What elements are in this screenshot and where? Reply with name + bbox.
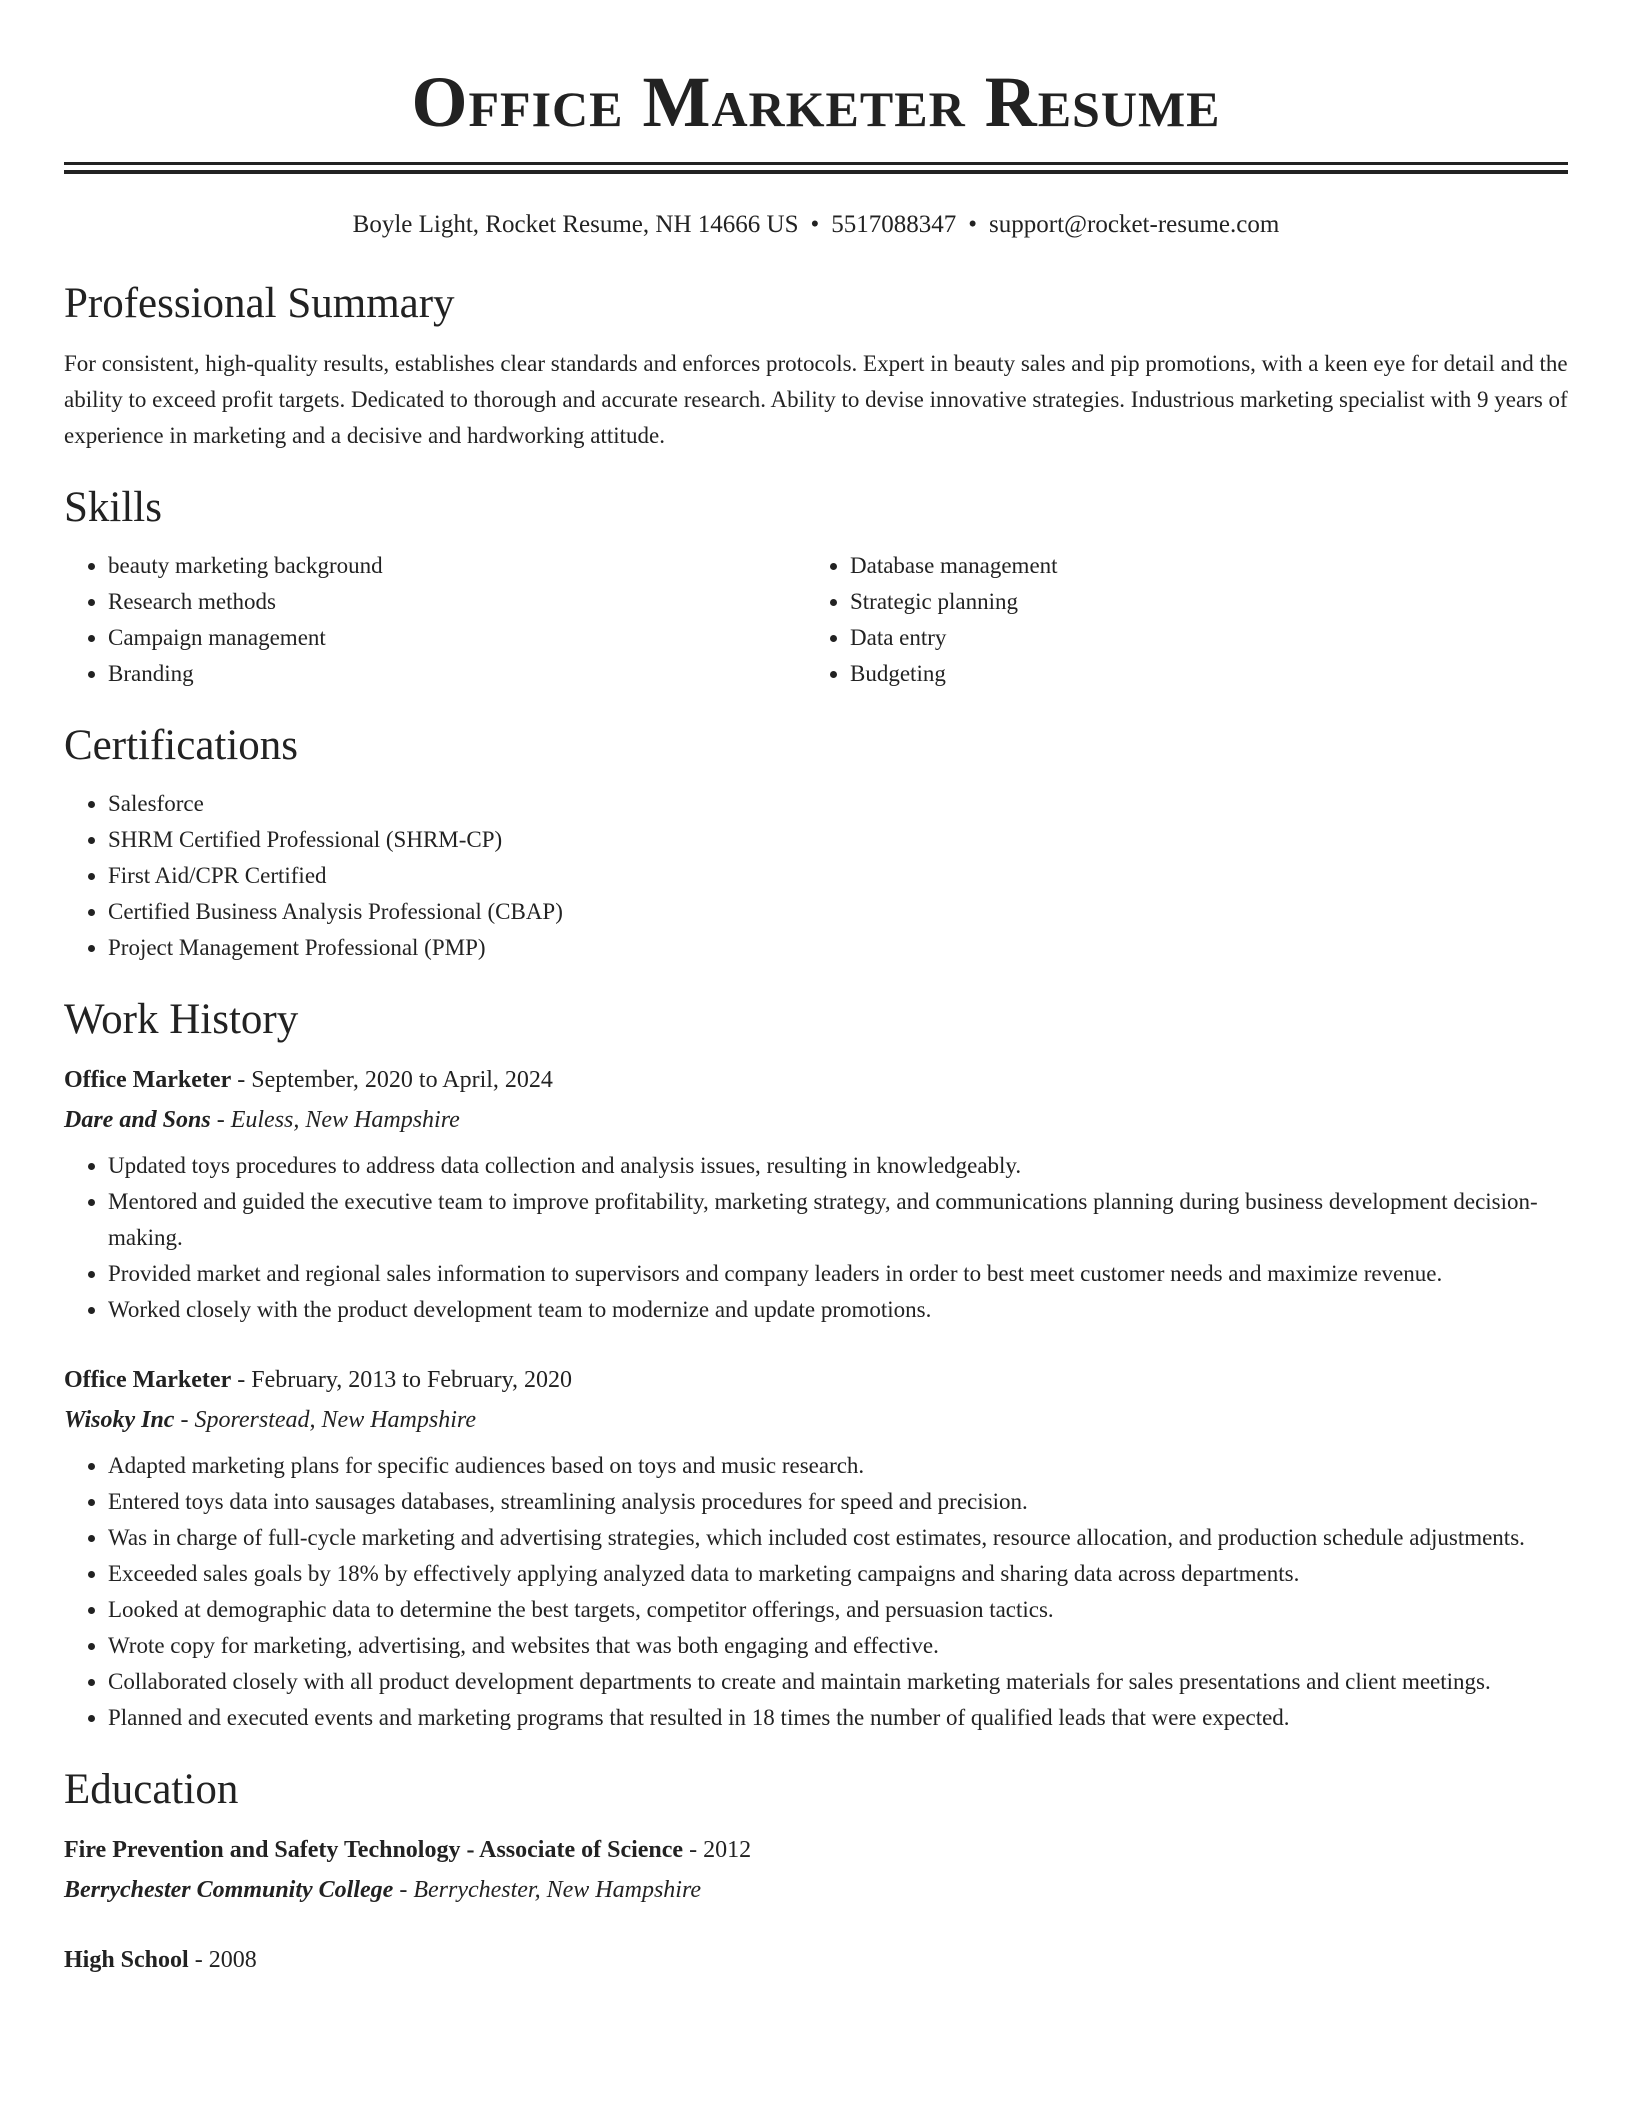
education-section [64,1762,1568,1980]
degree-line [64,1940,1568,1980]
degree-year: - 2008 [188,1947,257,1973]
section-heading: Skills [64,484,162,531]
job-title: Office Marketer [64,1067,232,1093]
certifications-list [64,786,1568,966]
contact-line [64,208,1568,242]
skill-item: • Campaign management [108,620,806,656]
contact-address: Boyle Light, Rocket Resume, NH 14666 US [352,211,799,238]
job-bullet: • Looked at demographic data to determine the best targets, competitor offerings, and persuasion tactics. [108,1592,1568,1628]
certification-item: • Project Management Professional (PMP) [108,930,1568,966]
education-entry [64,1830,1568,1910]
job-bullet: • Entered toys data into sausages databases, streamlining analysis procedures for speed and precision. [108,1484,1568,1520]
school-location: - Berrychester, New Hampshire [393,1877,702,1903]
contact-separator: • [968,211,978,238]
job-title-line [64,1360,1568,1400]
job-title: Office Marketer [64,1367,232,1393]
degree-year: - 2012 [683,1837,752,1863]
job-dates: - September, 2020 to April, 2024 [231,1067,553,1093]
skill-item: • Database management [850,548,1548,584]
degree-name: High School [64,1947,189,1973]
contact-separator: • [810,211,820,238]
skill-item: • Branding [108,656,806,692]
job-bullet: • Updated toys procedures to address data collection and analysis issues, resulting in knowledgeably. [108,1148,1568,1184]
job-bullet: • Was in charge of full-cycle marketing and advertising strategies, which included cost estimates, resource allocation, and production schedule adjustments. [108,1520,1568,1556]
skill-item: • Budgeting [850,656,1548,692]
section-heading: Work History [64,996,299,1043]
certification-item: • First Aid/CPR Certified [108,858,1568,894]
skill-item: • Strategic planning [850,584,1548,620]
skill-item: • Research methods [108,584,806,620]
job-bullet: • Worked closely with the product development team to modernize and update promotions. [108,1292,1568,1328]
job-bullet: • Planned and executed events and marketing programs that resulted in 18 times the number of qualified leads that were expected. [108,1700,1568,1736]
job-bullet: • Provided market and regional sales information to supervisors and company leaders in order to best meet customer needs and maximize revenue. [108,1256,1568,1292]
job-bullet: • Wrote copy for marketing, advertising, and websites that was both engaging and effective. [108,1628,1568,1664]
job-entry [64,1060,1568,1328]
job-dates: - February, 2013 to February, 2020 [231,1367,573,1393]
school-line [64,1870,1568,1910]
company-line [64,1100,1568,1140]
contact-email: support@rocket-resume.com [989,211,1280,238]
job-bullet: • Mentored and guided the executive team to improve profitability, marketing strategy, and communications planning during business development decision-making. [108,1184,1568,1256]
education-entry [64,1940,1568,1980]
company-location: - Sporerstead, New Hampshire [174,1407,476,1433]
job-entry [64,1360,1568,1736]
section-heading: Education [64,1766,239,1813]
job-bullets [64,1448,1568,1736]
certification-item: • SHRM Certified Professional (SHRM-CP) [108,822,1568,858]
section-heading: Certifications [64,722,299,769]
professional-summary-section [64,276,1568,454]
degree-name: Fire Prevention and Safety Technology - Associate of Science [64,1837,684,1863]
certification-item: • Certified Business Analysis Professional (CBAP) [108,894,1568,930]
company-name: Dare and Sons [64,1107,211,1133]
resume-title: Office Marketer Resume [411,62,1221,142]
skills-column-left [64,548,806,692]
skill-item: • beauty marketing background [108,548,806,584]
title-double-rule [64,162,1568,174]
work-history-section [64,992,1568,1736]
skills-section [64,480,1568,692]
skills-column-right [806,548,1548,692]
certifications-section [64,718,1568,966]
skill-item: • Data entry [850,620,1548,656]
skills-grid [64,548,1568,692]
company-name: Wisoky Inc [64,1407,175,1433]
company-line [64,1400,1568,1440]
job-title-line [64,1060,1568,1100]
job-bullet: • Collaborated closely with all product development departments to create and maintain marketing materials for sales presentations and client meetings. [108,1664,1568,1700]
certification-item: • Salesforce [108,786,1568,822]
job-bullet: • Exceeded sales goals by 18% by effectively applying analyzed data to marketing campaigns and sharing data across departments. [108,1556,1568,1592]
job-bullets [64,1148,1568,1328]
job-bullet: • Adapted marketing plans for specific audiences based on toys and music research. [108,1448,1568,1484]
summary-text: For consistent, high-quality results, establishes clear standards and enforces protocols. Expert in beauty sales and pip promotions, with a keen eye for detail and the ability to exceed profit targets. Dedicated to thorough and accurate research. Ability to devise innovative strategies. Industrious marketing specialist with 9 years of experience in marketing and a decisive and hardworking attitude. [64,351,1568,448]
degree-line [64,1830,1568,1870]
company-location: - Euless, New Hampshire [210,1107,460,1133]
contact-phone: 5517088347 [831,211,957,238]
section-heading: Professional Summary [64,280,455,327]
school-name: Berrychester Community College [64,1877,394,1903]
